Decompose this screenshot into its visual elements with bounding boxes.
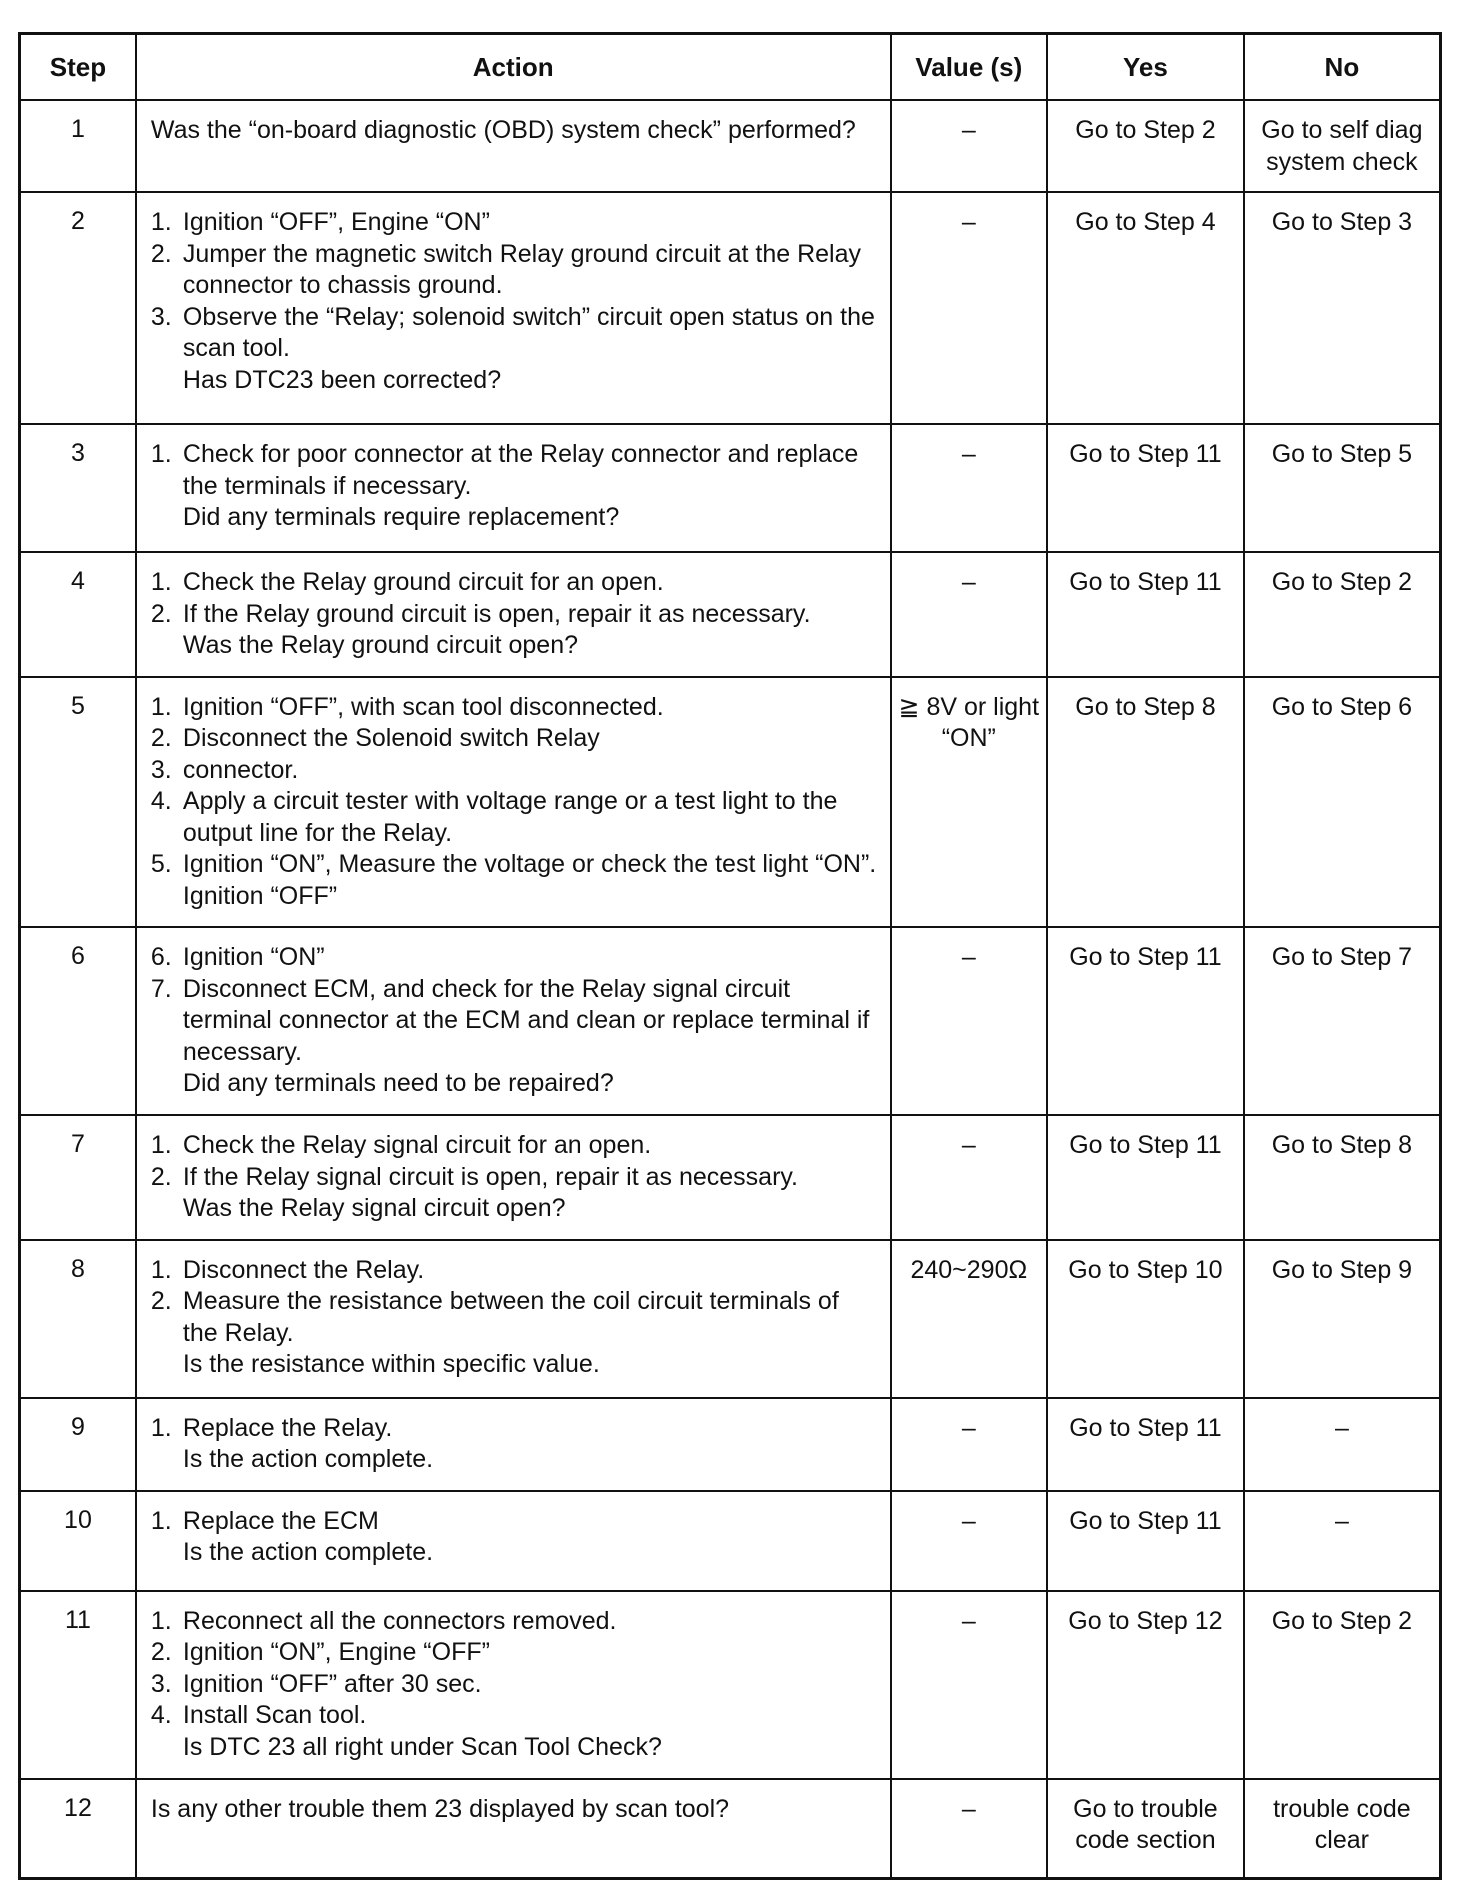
action-item-number: 3.: [150, 1669, 172, 1698]
action-item-text: Disconnect the Relay.: [182, 1255, 425, 1284]
action-cell: [136, 552, 891, 677]
action-item-number: 1.: [150, 568, 172, 596]
yes-cell: Go to Step 8: [1047, 677, 1244, 928]
action-item-number: 1.: [150, 692, 172, 721]
step-number: 6: [20, 927, 136, 1115]
action-item: [151, 1700, 878, 1732]
action-item: [151, 692, 878, 724]
action-item-text: Observe the “Relay; solenoid switch” circuit open status on the scan tool.: [182, 302, 875, 362]
no-cell: –: [1244, 1491, 1441, 1591]
action-item: [151, 849, 878, 912]
action-item-text: Disconnect the Solenoid switch Relay: [182, 724, 600, 752]
action-item: [151, 786, 878, 849]
action-question: Was the Relay ground circuit open?: [182, 631, 579, 659]
action-item: [151, 1255, 878, 1287]
action-item-text: Replace the ECM: [182, 1506, 379, 1535]
action-item-text: Ignition “OFF” after 30 sec.: [182, 1669, 482, 1698]
action-cell: [136, 1240, 891, 1398]
action-item-text: Jumper the magnetic switch Relay ground circuit at the Relay connector to chassis ground.: [182, 239, 861, 299]
action-item-number: 3.: [150, 302, 172, 331]
table-row: [20, 1115, 1441, 1240]
action-item-number: 2.: [150, 724, 172, 752]
action-item-text: connector.: [182, 755, 299, 784]
step-number: 3: [20, 424, 136, 552]
action-question: Has DTC23 been corrected?: [182, 365, 502, 394]
yes-cell: Go to Step 11: [1047, 1491, 1244, 1591]
step-number: 9: [20, 1398, 136, 1491]
value-cell: –: [891, 1115, 1048, 1240]
action-question: Is the resistance within specific value.: [182, 1350, 600, 1378]
action-cell: [136, 677, 891, 928]
action-item-number: 4.: [150, 787, 172, 815]
table-row: [20, 424, 1441, 552]
yes-cell: Go to Step 11: [1047, 927, 1244, 1115]
action-item-text: Reconnect all the connectors removed.: [182, 1606, 617, 1635]
action-item-text: Ignition “ON”, Measure the voltage or check the test light “ON”. Ignition “OFF”: [182, 850, 877, 910]
value-cell: –: [891, 424, 1048, 552]
action-cell: [136, 1398, 891, 1491]
action-item-text: Measure the resistance between the coil circuit terminals of the Relay.: [182, 1287, 839, 1347]
no-cell: trouble code clear: [1244, 1779, 1441, 1879]
action-item: [151, 567, 878, 599]
action-item: [151, 302, 878, 365]
header-yes: Yes: [1047, 34, 1244, 101]
action-item-number: 6.: [150, 943, 172, 971]
value-cell: –: [891, 1491, 1048, 1591]
table-row: [20, 552, 1441, 677]
no-cell: Go to Step 2: [1244, 552, 1441, 677]
step-number: 4: [20, 552, 136, 677]
action-item-text: Apply a circuit tester with voltage range or a test light to the output line for the Relay.: [182, 787, 838, 847]
action-item: [151, 755, 878, 787]
yes-cell: Go to Step 2: [1047, 100, 1244, 192]
action-item: [151, 1162, 878, 1194]
action-item: [151, 1506, 878, 1538]
yes-cell: Go to Step 11: [1047, 1398, 1244, 1491]
action-question: Is the action complete.: [182, 1538, 434, 1566]
table-row: [20, 1398, 1441, 1491]
action-item-text: Ignition “OFF”, Engine “ON”: [182, 208, 490, 236]
yes-cell: Go to trouble code section: [1047, 1779, 1244, 1879]
no-cell: Go to Step 3: [1244, 192, 1441, 424]
step-number: 10: [20, 1491, 136, 1591]
action-question: Did any terminals require replacement?: [182, 503, 620, 531]
action-item: [151, 1286, 878, 1349]
action-item-number: 1.: [150, 1255, 172, 1284]
action-item: [151, 1413, 878, 1445]
action-item-text: Check the Relay ground circuit for an open.: [182, 568, 664, 596]
yes-cell: Go to Step 4: [1047, 192, 1244, 424]
header-step: Step: [20, 34, 136, 101]
table-body: [20, 100, 1441, 1879]
no-cell: Go to self diag system check: [1244, 100, 1441, 192]
action-item-number: 2.: [150, 239, 172, 268]
yes-cell: Go to Step 10: [1047, 1240, 1244, 1398]
value-cell: –: [891, 927, 1048, 1115]
action-item-text: Ignition “ON”: [182, 943, 325, 971]
step-number: 1: [20, 100, 136, 192]
action-item: [151, 599, 878, 631]
header-action: Action: [136, 34, 891, 101]
yes-cell: Go to Step 11: [1047, 424, 1244, 552]
action-item-number: 7.: [150, 974, 172, 1003]
value-cell: ≧ 8V or light “ON”: [891, 677, 1048, 928]
action-item-number: 2.: [150, 1638, 172, 1666]
action-cell: [136, 192, 891, 424]
action-cell: [136, 927, 891, 1115]
action-item-text: If the Relay signal circuit is open, repair it as necessary.: [182, 1162, 798, 1191]
no-cell: Go to Step 8: [1244, 1115, 1441, 1240]
no-cell: Go to Step 2: [1244, 1591, 1441, 1779]
action-item-text: Check the Relay signal circuit for an open.: [182, 1131, 652, 1159]
step-number: 7: [20, 1115, 136, 1240]
action-item-number: 1.: [150, 1131, 172, 1159]
action-cell: [136, 1115, 891, 1240]
step-number: 5: [20, 677, 136, 928]
action-item-text: If the Relay ground circuit is open, repair it as necessary.: [182, 599, 811, 628]
table-row: [20, 1240, 1441, 1398]
action-item-number: 2.: [150, 599, 172, 628]
step-number: 8: [20, 1240, 136, 1398]
action-item-number: 1.: [150, 208, 172, 236]
action-item-text: Disconnect ECM, and check for the Relay signal circuit terminal connector at the ECM and clean or replace terminal if necessary.: [182, 974, 870, 1066]
action-item-number: 4.: [150, 1701, 172, 1729]
action-item: [151, 942, 878, 974]
action-item-number: 1.: [150, 440, 172, 468]
action-item: [151, 1637, 878, 1669]
action-item: [151, 1130, 878, 1162]
action-item: [151, 207, 878, 239]
value-cell: –: [891, 100, 1048, 192]
step-number: 12: [20, 1779, 136, 1879]
table-row: [20, 1591, 1441, 1779]
action-item-text: Ignition “ON”, Engine “OFF”: [182, 1638, 490, 1666]
table-row: [20, 1491, 1441, 1591]
value-cell: –: [891, 192, 1048, 424]
diagnostic-table: [18, 32, 1442, 1880]
header-value: Value (s): [891, 34, 1048, 101]
action-item: [151, 1669, 878, 1701]
action-item-text: Install Scan tool.: [182, 1701, 367, 1729]
action-item-number: 3.: [150, 755, 172, 784]
action-item-text: Ignition “OFF”, with scan tool disconnected.: [182, 692, 664, 721]
table-row: [20, 192, 1441, 424]
action-intro: Is any other trouble them 23 displayed by scan tool?: [150, 1794, 730, 1823]
action-cell: [136, 424, 891, 552]
action-item-number: 1.: [150, 1606, 172, 1635]
action-cell: [136, 1491, 891, 1591]
action-item: [151, 239, 878, 302]
action-item: [151, 974, 878, 1069]
table-row: [20, 927, 1441, 1115]
action-cell: [136, 1779, 891, 1879]
action-cell: [136, 100, 891, 192]
step-number: 2: [20, 192, 136, 424]
action-question: Was the Relay signal circuit open?: [182, 1194, 566, 1222]
table-row: [20, 1779, 1441, 1879]
table-row: [20, 677, 1441, 928]
action-item: [151, 1606, 878, 1638]
action-question: Did any terminals need to be repaired?: [182, 1069, 614, 1097]
header-no: No: [1244, 34, 1441, 101]
no-cell: Go to Step 5: [1244, 424, 1441, 552]
value-cell: –: [891, 1591, 1048, 1779]
yes-cell: Go to Step 12: [1047, 1591, 1244, 1779]
no-cell: Go to Step 9: [1244, 1240, 1441, 1398]
action-item-number: 2.: [150, 1162, 172, 1191]
action-item-number: 1.: [150, 1506, 172, 1535]
value-cell: –: [891, 1779, 1048, 1879]
action-item-number: 5.: [150, 850, 172, 878]
action-item-number: 1.: [150, 1413, 172, 1442]
no-cell: Go to Step 6: [1244, 677, 1441, 928]
action-question: Is DTC 23 all right under Scan Tool Check?: [182, 1732, 662, 1761]
yes-cell: Go to Step 11: [1047, 1115, 1244, 1240]
value-cell: –: [891, 1398, 1048, 1491]
action-question: Is the action complete.: [182, 1445, 434, 1473]
yes-cell: Go to Step 11: [1047, 552, 1244, 677]
step-number: 11: [20, 1591, 136, 1779]
header-row: [20, 34, 1441, 101]
action-item: [151, 723, 878, 755]
no-cell: Go to Step 7: [1244, 927, 1441, 1115]
table-row: [20, 100, 1441, 192]
action-item-text: Check for poor connector at the Relay connector and replace the terminals if necessary.: [182, 440, 859, 500]
no-cell: –: [1244, 1398, 1441, 1491]
action-item-number: 2.: [150, 1287, 172, 1315]
action-item: [151, 439, 878, 502]
value-cell: –: [891, 552, 1048, 677]
action-item-text: Replace the Relay.: [182, 1413, 393, 1442]
action-intro: Was the “on-board diagnostic (OBD) system check” performed?: [150, 116, 856, 144]
value-cell: 240~290Ω: [891, 1240, 1048, 1398]
action-cell: [136, 1591, 891, 1779]
